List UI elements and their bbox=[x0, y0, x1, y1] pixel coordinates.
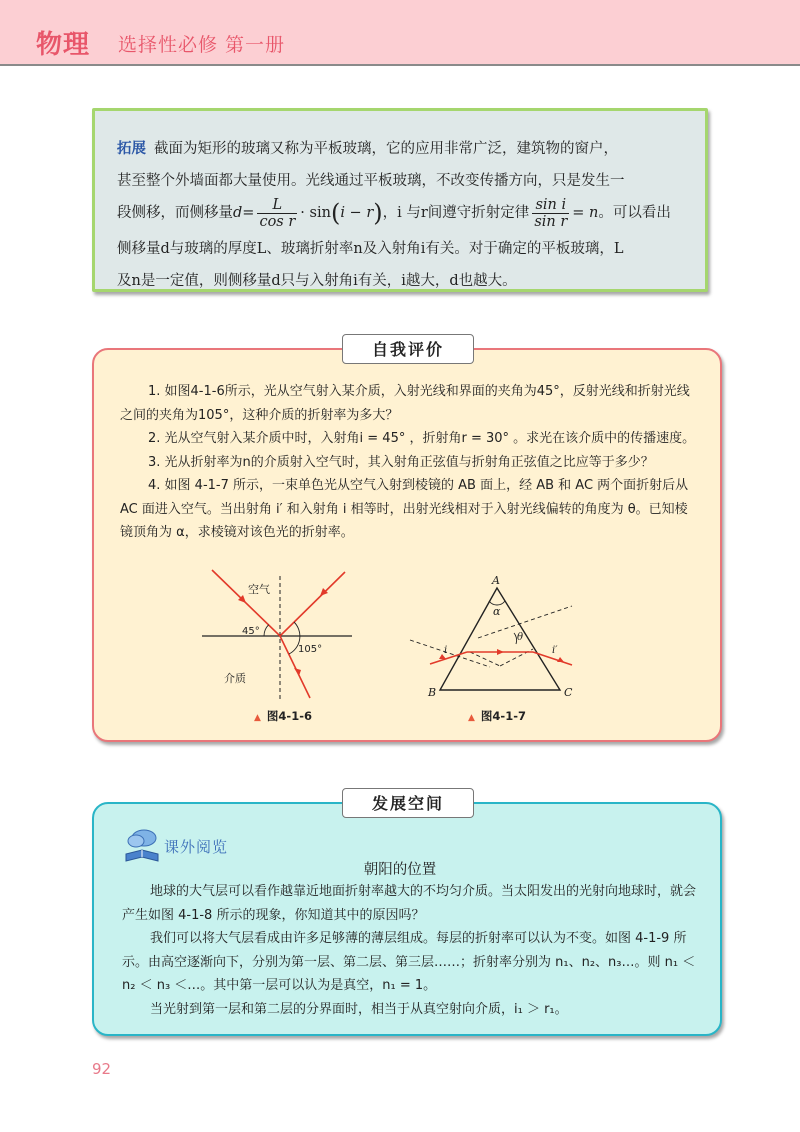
figure-4-1-7-caption: ▲ 图4-1-7 bbox=[468, 709, 526, 723]
formula-d: d bbox=[233, 205, 243, 221]
prism-triangle bbox=[440, 588, 560, 690]
question-1: 1. 如图4-1-6所示，光从空气射入某介质，入射光线和界面的夹角为45°，反射光线和折射光线之间的夹角为105°，这种介质的折射率为多大？ bbox=[120, 384, 690, 423]
label-air: 空气 bbox=[248, 583, 270, 596]
theta-label: θ bbox=[517, 632, 524, 643]
question-2: 2. 光从空气射入某介质中时，入射角i = 45° ，折射角r = 30° 。求光在该介质中的传播速度。 bbox=[148, 431, 696, 446]
refracted-arrow bbox=[294, 668, 301, 676]
development-text bbox=[122, 880, 702, 1021]
vertex-A: A bbox=[492, 574, 500, 587]
exit-arrow bbox=[557, 657, 564, 662]
label-medium: 介质 bbox=[224, 672, 246, 685]
i-prime-label: i′ bbox=[552, 645, 558, 656]
figure-4-1-6-caption: ▲ 图4-1-6 bbox=[254, 709, 312, 723]
page-header bbox=[0, 0, 800, 66]
vertex-C: C bbox=[564, 686, 573, 699]
subject-title: 物理 bbox=[36, 30, 91, 60]
reading-title: 朝阳的位置 bbox=[363, 862, 437, 878]
expand-line-1: 拓展 截面为矩形的玻璃又称为平板玻璃，它的应用非常广泛，建筑物的窗户， bbox=[117, 141, 618, 157]
expand-line-4: 侧移量d与玻璃的厚度L、玻璃折射率n及入射角i有关。对于确定的平板玻璃，L bbox=[117, 241, 624, 257]
angle-105: 105° bbox=[298, 644, 323, 655]
expand-line-3: 段侧移，而侧移量d= $\frac{L}{\text{cos r}}$ · sin(i − r)，i 与r间遵守折射定律 $\frac{\text{sin i}}{\text{sin r}}$ = n。可以看出 bbox=[117, 196, 671, 230]
vertex-B: B bbox=[428, 686, 437, 699]
expand-line-5: 及n是一定值，则侧移量d只与入射角i有关，i越大，d也越大。 bbox=[117, 273, 517, 289]
alpha-label: α bbox=[493, 605, 501, 618]
development-tab: 发展空间 bbox=[342, 788, 474, 818]
question-3: 3. 光从折射率为n的介质射入空气时，其入射角正弦值与折射角正弦值之比应等于多少？ bbox=[148, 454, 654, 470]
incident-ray bbox=[430, 652, 467, 664]
self-eval-tab: 自我评价 bbox=[342, 334, 474, 364]
i-label: i bbox=[444, 645, 448, 656]
self-eval-questions bbox=[120, 380, 700, 545]
question-4: 4. 如图 4-1-7 所示，一束单色光从空气入射到棱镜的 AB 面上，经 AB 和 AC 两个面折射后从 AC 面进入空气。当出射角 i′ 和入射角 i 相等时，出射光线相对于入射光线偏转的角度为 θ。已知棱镜顶角为 α，求棱镜对该色光的折射率。 bbox=[120, 478, 689, 540]
expand-tag: 拓展 bbox=[117, 141, 146, 157]
expand-box bbox=[92, 108, 708, 292]
development-paragraph-2: 我们可以将大气层看成由许多足够薄的薄层组成。每层的折射率可以认为不变。如图 4-1-9 所示。由高空逐渐向下，分别为第一层、第二层、第三层……；折射率分别为 n₁、n₂、n₃…。则 n₁ ＜ n₂ ＜ n₃ ＜…。其中第一层可以认为是真空，n₁ = 1。 bbox=[122, 931, 696, 993]
expand-line-2: 甚至整个外墙面都大量使用。光线通过平板玻璃，不改变传播方向，只是发生一 bbox=[117, 173, 625, 189]
book-title: 选择性必修 第一册 bbox=[118, 34, 286, 56]
formula-fraction: $\frac{L}{\text{cos r}}$ bbox=[259, 196, 296, 230]
development-paragraph-3: 当光射到第一层和第二层的分界面时，相当于从真空射向介质，i₁ ＞ r₁。 bbox=[150, 1001, 568, 1017]
angle-45: 45° bbox=[242, 626, 260, 637]
internal-arrow bbox=[497, 649, 504, 655]
snell-fraction: $\frac{\text{sin i}}{\text{sin r}}$ bbox=[534, 196, 568, 230]
reading-label: 课外阅览 bbox=[164, 838, 229, 856]
reflected-ray bbox=[280, 572, 345, 636]
figure-4-1-6 bbox=[202, 576, 352, 706]
development-paragraph-1: 地球的大气层可以看作越靠近地面折射率越大的不均匀介质。当太阳发出的光射向地球时，就会产生如图 4-1-8 所示的现象，你知道其中的原因吗？ bbox=[122, 884, 697, 923]
page-number: 92 bbox=[92, 1060, 112, 1078]
figure-4-1-7 bbox=[420, 574, 590, 702]
